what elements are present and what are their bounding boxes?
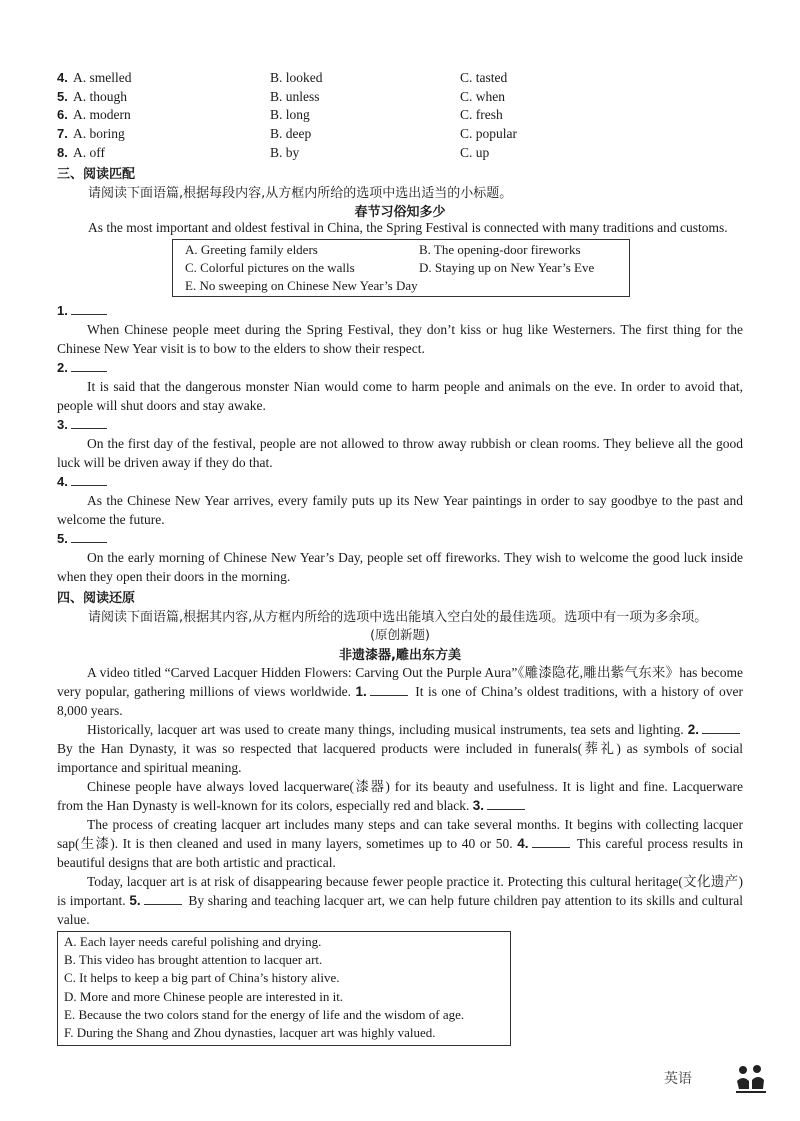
option-a: A. boring (73, 126, 125, 141)
option-a: A. modern (73, 107, 131, 122)
option-c: C. up (460, 145, 490, 160)
section-instruction: 请阅读下面语篇,根据其内容,从方框内所给的选项中选出能填入空白处的最佳选项。选项中有一项为多余项。 (88, 610, 708, 625)
option-b: B. long (270, 107, 310, 122)
option-row (57, 124, 757, 143)
paragraph-text: A video titled “Carved Lacquer Hidden Flowers: Carving Out the Purple Aura”《雕漆隐花,雕出紫气东来》has become very popular, gathering millions of views worldwide. (57, 665, 743, 699)
paragraph-text: This careful process results in beautiful designs that are both artistic and practical. (57, 836, 744, 870)
paragraph (57, 872, 743, 929)
answer-blank[interactable] (71, 416, 107, 429)
item-number: 5. (57, 531, 68, 546)
passage-title: 春节习俗知多少 (354, 205, 446, 220)
paragraph (57, 434, 743, 472)
answer-blank[interactable] (370, 683, 408, 696)
item-number: 1. (57, 303, 68, 318)
paragraph (57, 548, 743, 586)
answer-blank-row (57, 302, 107, 318)
answer-blank[interactable] (702, 721, 740, 734)
option-a: A. smelled (73, 70, 132, 85)
section-instruction: 请阅读下面语篇,根据每段内容,从方框内所给的选项中选出适当的小标题。 (88, 186, 513, 201)
box-option: F. During the Shang and Zhou dynasties, lacquer art was highly valued. (64, 1025, 436, 1040)
box-option: E. No sweeping on Chinese New Year’s Day (185, 278, 418, 293)
answer-blank[interactable] (487, 797, 525, 810)
box-option: D. Staying up on New Year’s Eve (419, 260, 595, 275)
option-row (57, 68, 757, 87)
blank-number: 5. (129, 893, 141, 908)
paragraph (57, 491, 743, 529)
option-c: C. popular (460, 126, 517, 141)
paragraph (57, 777, 743, 815)
paragraph (57, 320, 743, 358)
option-b: B. by (270, 145, 300, 160)
box-option: C. Colorful pictures on the walls (185, 260, 355, 275)
box-option: C. It helps to keep a big part of China’s history alive. (64, 970, 340, 985)
box-option: D. More and more Chinese people are interested in it. (64, 989, 344, 1004)
paragraph-text: On the early morning of Chinese New Year’s Day, people set off fireworks. They wish to welcome the good luck inside when they open their doors in the morning. (57, 550, 743, 584)
option-a: A. though (73, 89, 127, 104)
passage-intro: As the most important and oldest festival in China, the Spring Festival is connected with many traditions and customs. (88, 220, 728, 235)
box-option: A. Each layer needs careful polishing and drying. (64, 934, 322, 949)
answer-blank[interactable] (71, 359, 107, 372)
answer-blank[interactable] (71, 473, 107, 486)
option-row (57, 143, 757, 162)
option-c: C. when (460, 89, 505, 104)
paragraph (57, 377, 743, 415)
section-heading: 四、阅读还原 (57, 591, 136, 606)
paragraph-text: On the first day of the festival, people are not allowed to throw away rubbish or clean rooms. They believe all the good luck will be driven away if they do that. (57, 436, 743, 470)
answer-blank[interactable] (532, 835, 570, 848)
option-row (57, 105, 757, 124)
box-option: B. The opening-door fireworks (419, 242, 581, 257)
paragraph-text: By sharing and teaching lacquer art, we can help future children pay attention to its skills and cultural value. (57, 893, 744, 927)
paragraph-text: As the Chinese New Year arrives, every family puts up its New Year paintings in order to say goodbye to the past and welcome the future. (57, 493, 743, 527)
paragraph-text: When Chinese people meet during the Spring Festival, they don’t kiss or hug like Westerners. The first thing for the Chinese New Year visit is to bow to the elders to show their respect. (57, 322, 743, 356)
question-number: 4. (57, 70, 68, 85)
option-c: C. tasted (460, 70, 508, 85)
option-a: A. off (73, 145, 105, 160)
paragraph-text: Chinese people have always loved lacquerware(漆器) for its beauty and usefulness. It is light and fine. Lacquerware from the Han Dynasty is well-known for its colors, especially red and black. (57, 779, 743, 813)
option-c: C. fresh (460, 107, 503, 122)
subject-label: 英语 (664, 1071, 692, 1087)
answer-blank-row (57, 473, 107, 489)
option-b: B. looked (270, 70, 323, 85)
box-option: E. Because the two colors stand for the energy of life and the wisdom of age. (64, 1007, 465, 1022)
question-number: 5. (57, 89, 68, 104)
question-source-tag: (原创新题) (370, 627, 430, 642)
item-number: 4. (57, 474, 68, 489)
passage-title: 非遗漆器,雕出东方美 (339, 648, 461, 663)
blank-number: 1. (355, 684, 367, 699)
sentence-options-box (57, 931, 511, 1046)
answer-blank-row (57, 530, 107, 546)
box-option: B. This video has brought attention to lacquer art. (64, 952, 323, 967)
question-number: 8. (57, 145, 68, 160)
answer-blank-row (57, 359, 107, 375)
box-option: A. Greeting family elders (185, 242, 318, 257)
paragraph-text: It is one of China’s oldest traditions, with a history of over 8,000 years. (57, 684, 744, 718)
answer-blank-row (57, 416, 107, 432)
option-b: B. deep (270, 126, 312, 141)
paragraph-text: It is said that the dangerous monster Nian would come to harm people and animals on the eve. In order to avoid that, people will shut doors and stay awake. (57, 379, 743, 413)
answer-blank[interactable] (144, 892, 182, 905)
option-b: B. unless (270, 89, 320, 104)
question-number: 6. (57, 107, 68, 122)
paragraph (57, 663, 743, 720)
section-heading: 三、阅读匹配 (57, 167, 136, 182)
paragraph-text: Historically, lacquer art was used to create many things, including musical instruments, tea sets and lighting. (87, 722, 684, 737)
item-number: 2. (57, 360, 68, 375)
paragraph-text: Today, lacquer art is at risk of disappearing because fewer people practice it. Protecting this cultural heritage(文化遗产) is important. (57, 874, 743, 908)
answer-blank[interactable] (71, 302, 107, 315)
paragraph (57, 720, 743, 777)
blank-number: 3. (472, 798, 485, 813)
reading-figure-logo-icon (733, 1061, 769, 1101)
blank-number: 4. (517, 836, 529, 851)
question-number: 7. (57, 126, 68, 141)
option-row (57, 87, 757, 106)
paragraph (57, 815, 743, 872)
item-number: 3. (57, 417, 68, 432)
paragraph-text: By the Han Dynasty, it was so respected that lacquered products were included in funerals(葬礼) as symbols of social importance and spiritual meaning. (57, 741, 743, 775)
heading-options-box (172, 239, 630, 297)
answer-blank[interactable] (71, 530, 107, 543)
paragraph-text: The process of creating lacquer art includes many steps and can take several months. It begins with collecting lacquer sap(生漆). It is then cleaned and used in many layers, sometimes up to 40 or 50. (57, 817, 743, 851)
blank-number: 2. (687, 722, 699, 737)
